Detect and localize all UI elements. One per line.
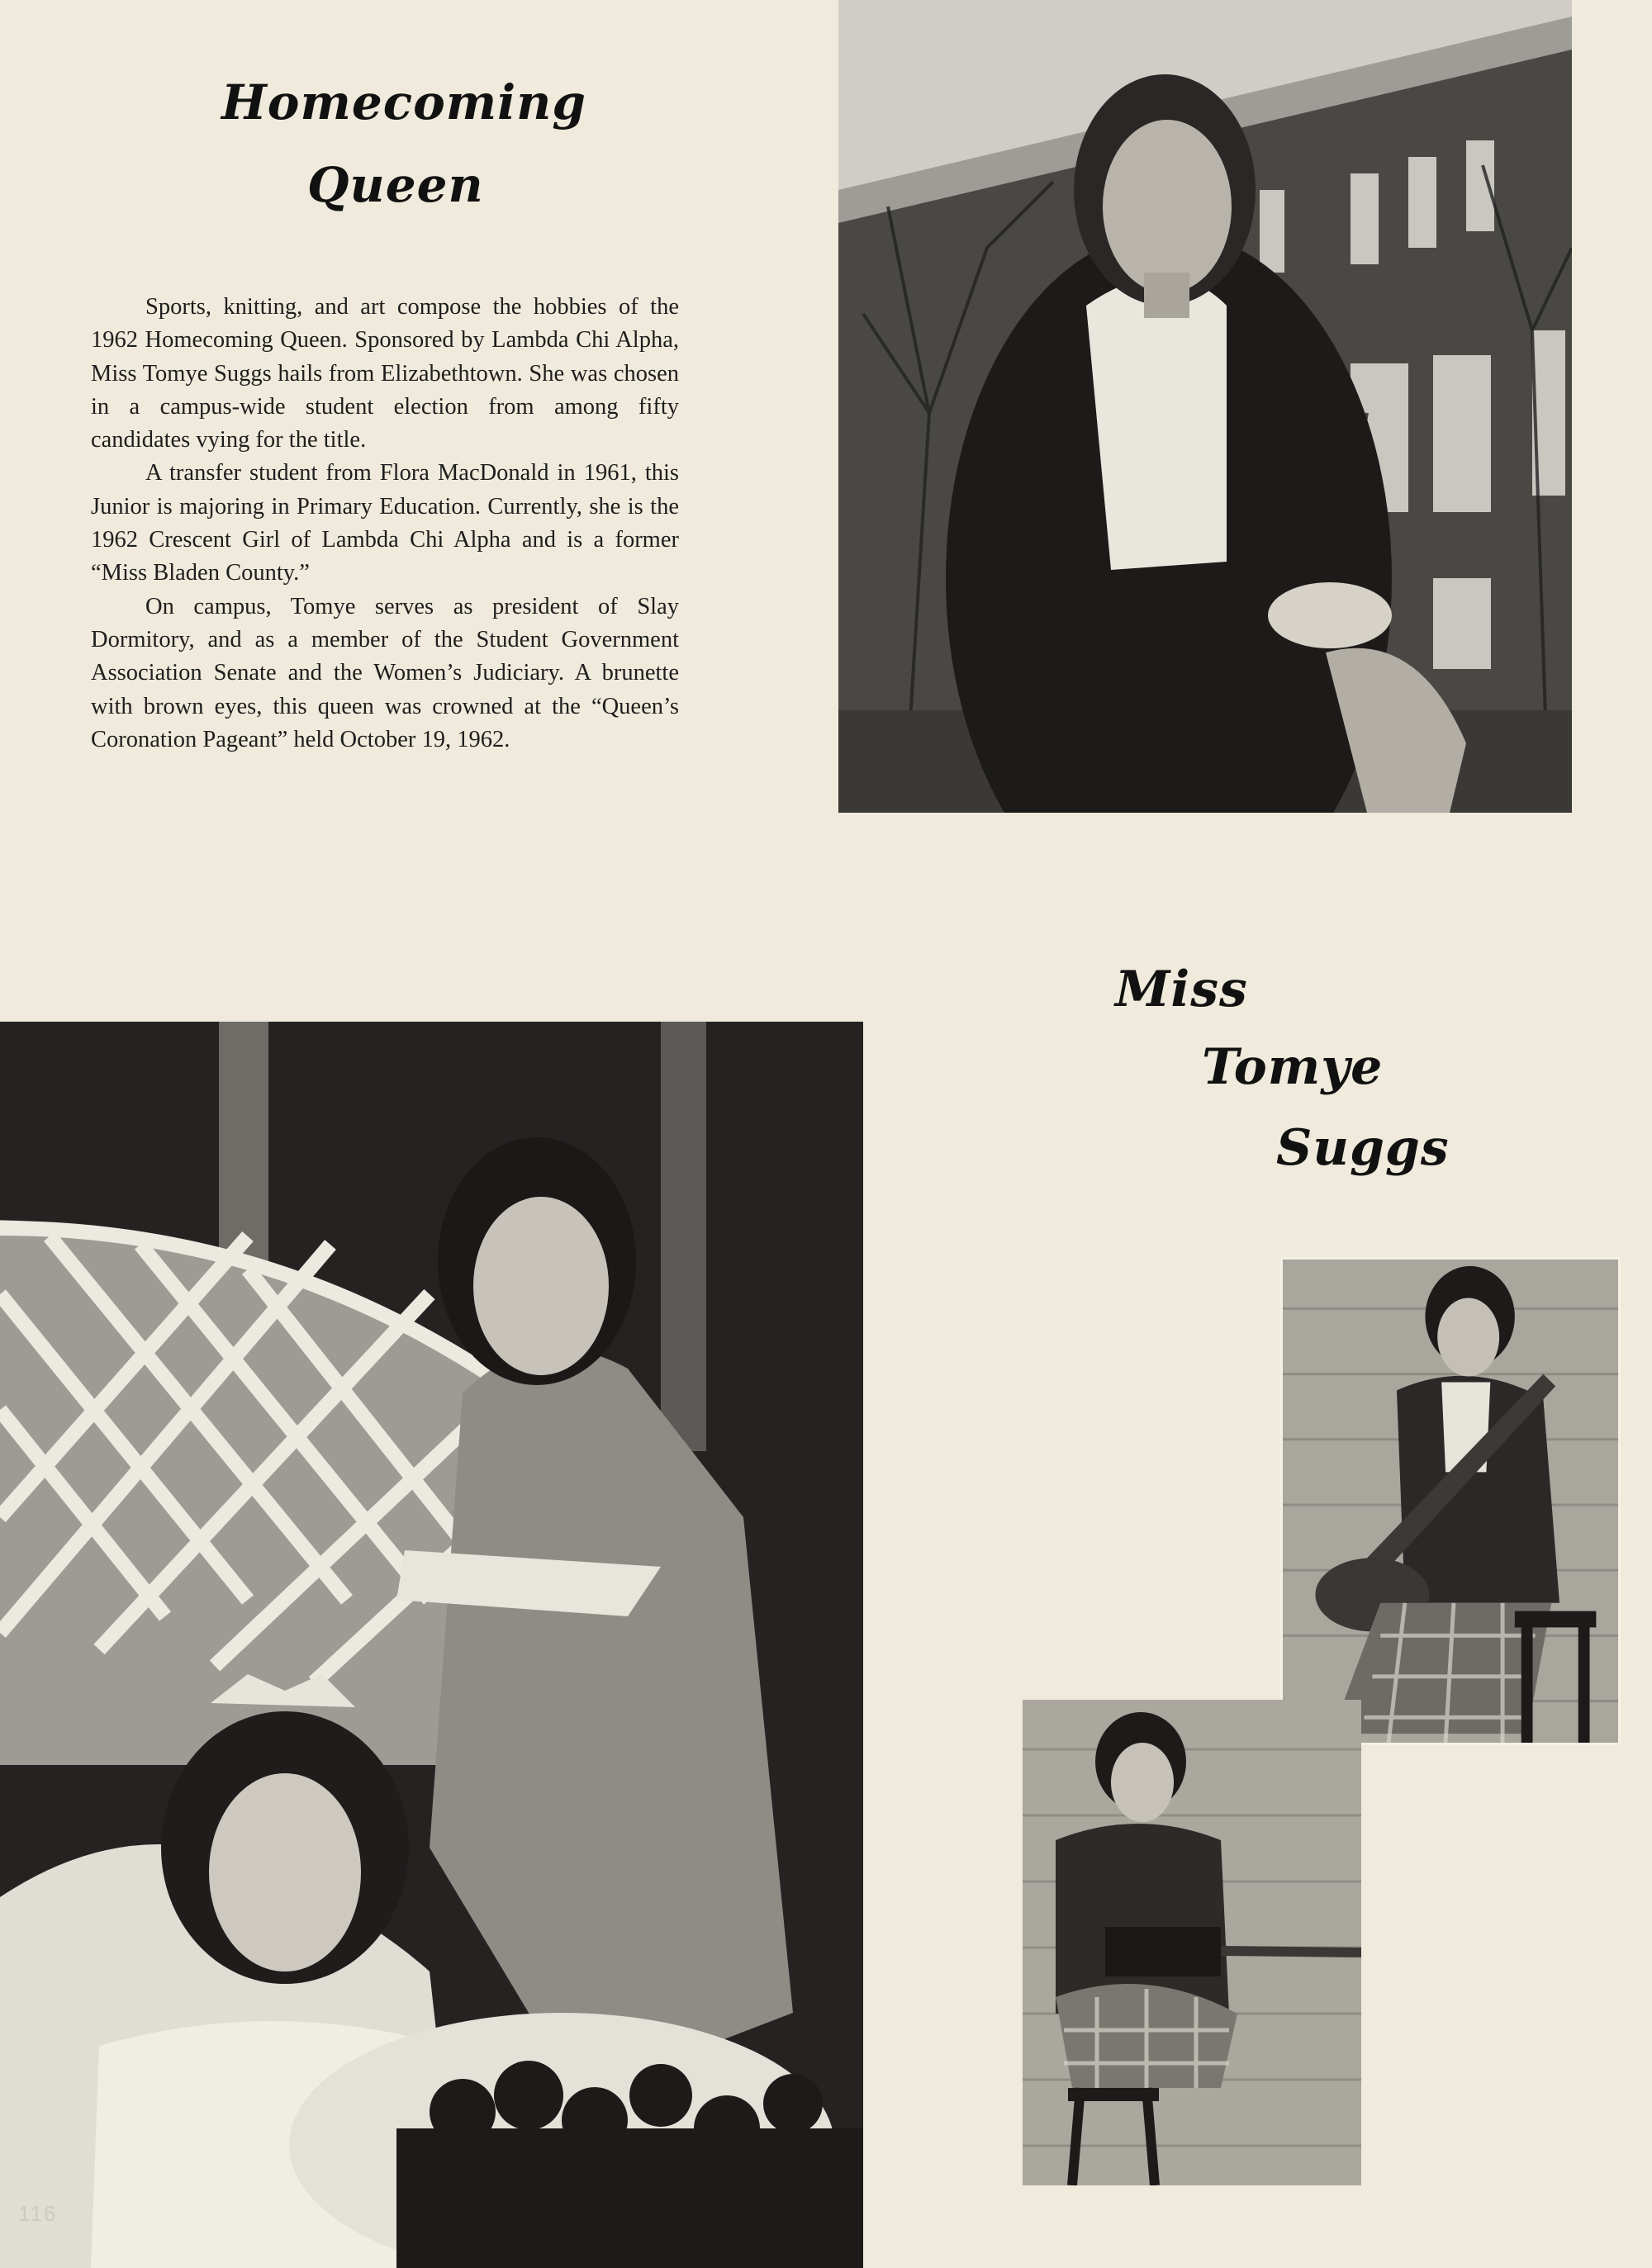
name-heading-miss: Miss [1115, 961, 1248, 1018]
crowning-photo [0, 1022, 863, 2268]
heading-homecoming: Homecoming [221, 74, 586, 130]
portrait-photo [838, 0, 1572, 813]
page-number: 116 [18, 2201, 58, 2226]
heading-queen: Queen [307, 157, 484, 213]
guitar-photo-seated [1023, 1700, 1361, 2185]
name-heading-suggs: Suggs [1276, 1119, 1450, 1177]
name-heading-tomye: Tomye [1202, 1038, 1384, 1096]
article-body [91, 291, 679, 757]
article-paragraph-3: On campus, Tomye serves as president of Slay Dormitory, and as a member of the Student Government Association Senate and the Women’s Judiciary. A brunette with brown eyes, this queen was crowned at the “Queen’s Coronation Pageant” held October 19, 1962. [91, 593, 679, 752]
article-paragraph-2: A transfer student from Flora MacDonald in 1961, this Junior is majoring in Primary Education. Currently, she is the 1962 Crescent Girl of Lambda Chi Alpha and is a former “Miss Bladen County.” [91, 460, 679, 586]
guitar-photo-standing [1280, 1257, 1621, 1745]
article-paragraph-1: Sports, knitting, and art compose the hobbies of the 1962 Homecoming Queen. Sponsored by Lambda Chi Alpha, Miss Tomye Suggs hails from Elizabethtown. She was chosen in a campus-wide student election from among fifty candidates vying for the title. [91, 294, 679, 453]
